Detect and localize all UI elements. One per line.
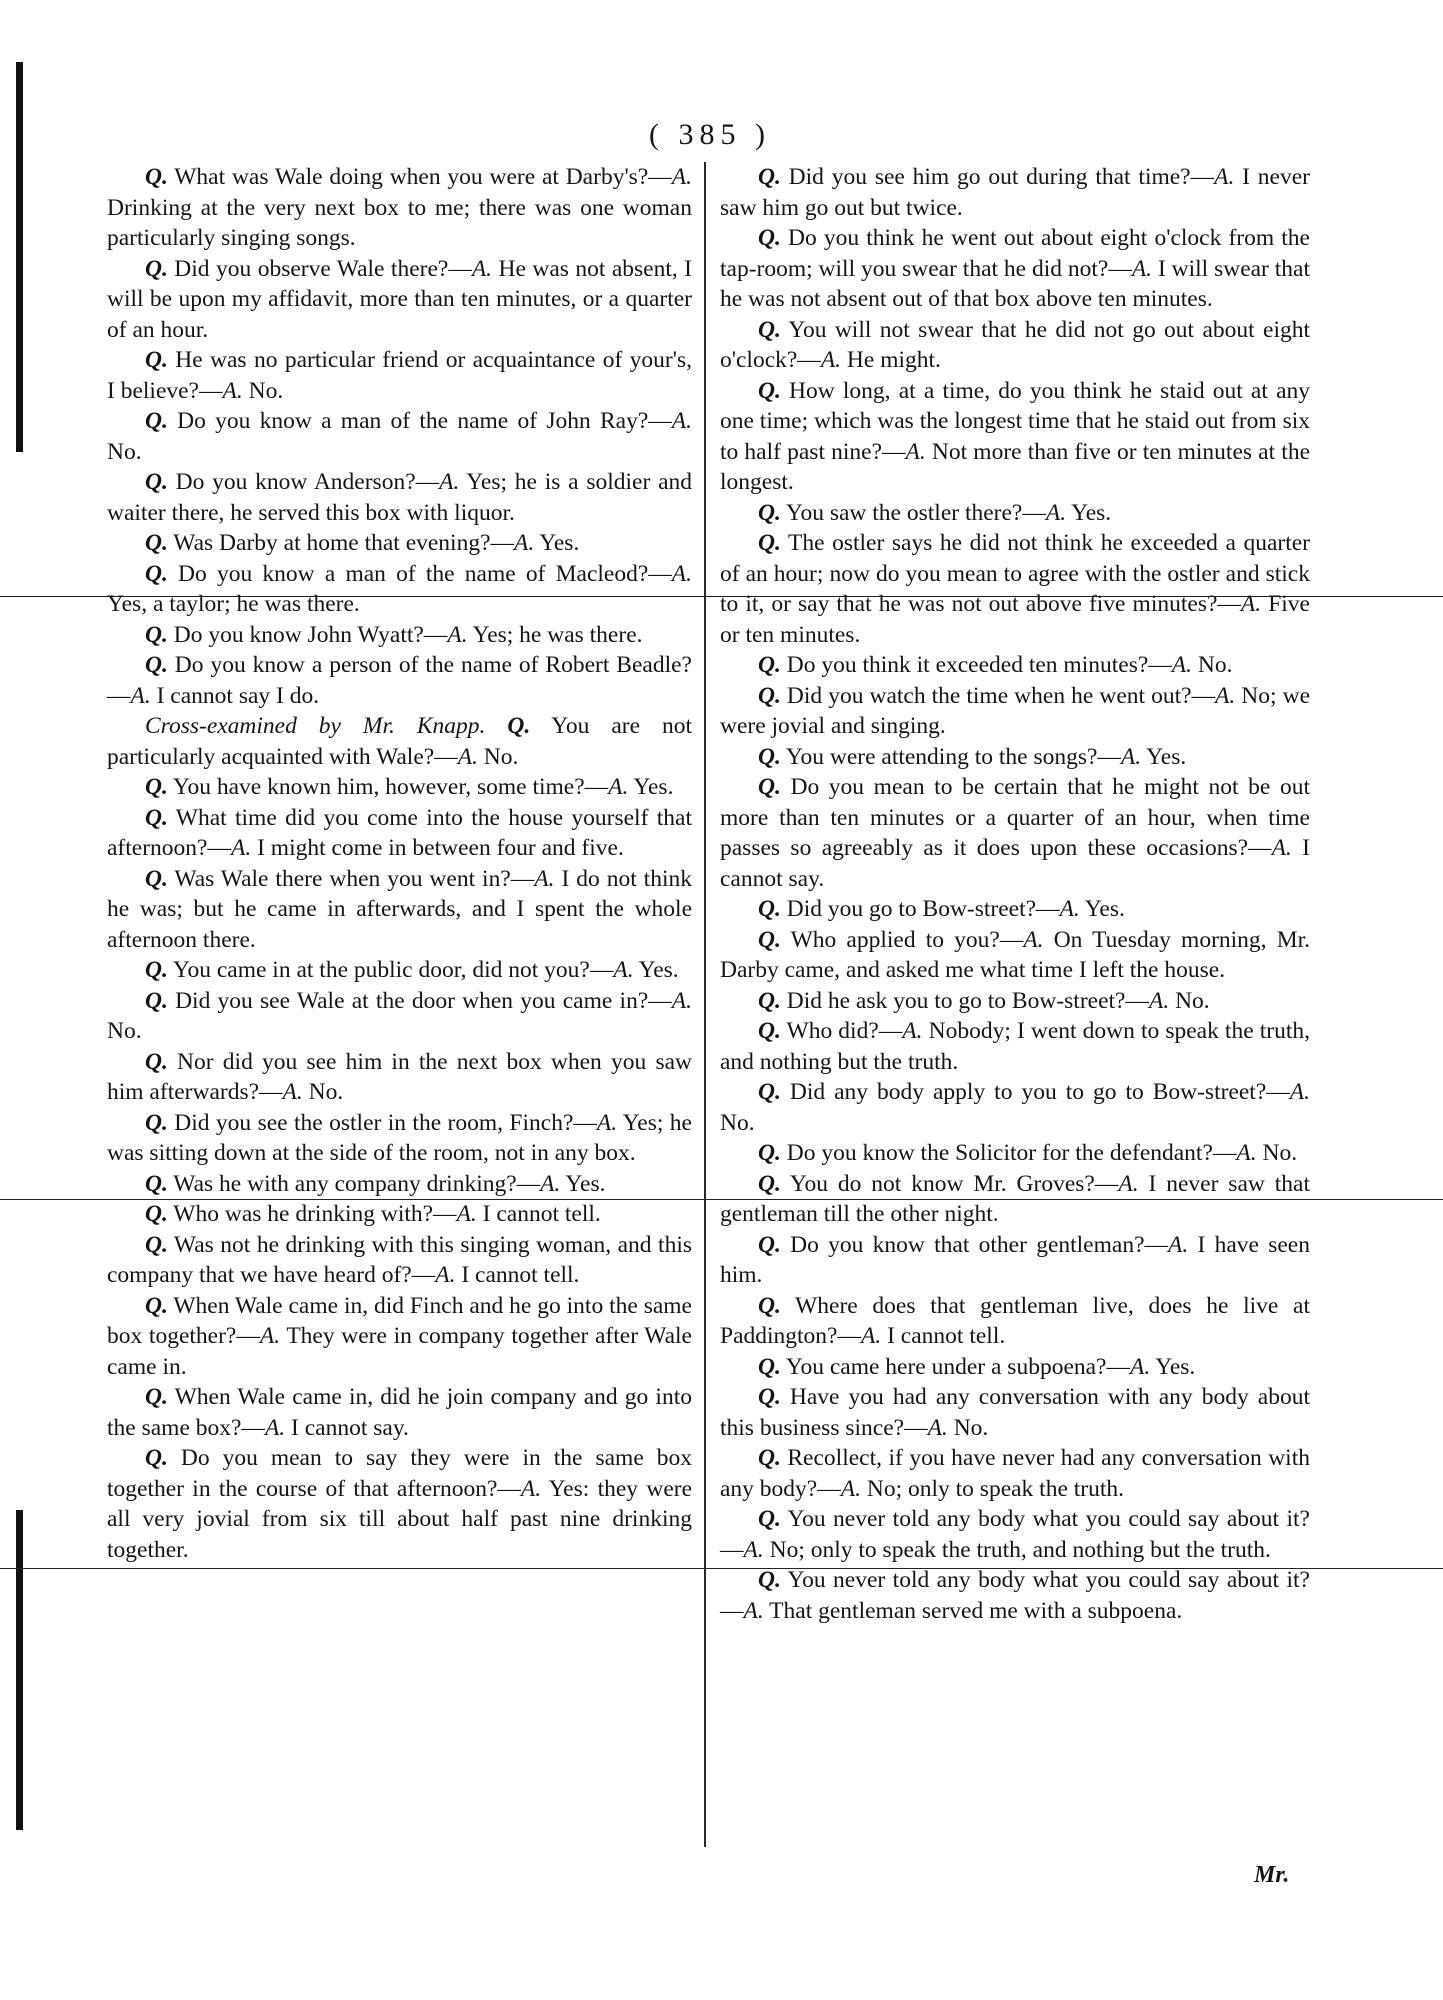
qa-paragraph: Q. Do you mean to be certain that he might not be out more than ten minutes or a quarter of an hour, when time passes so agreeably as it does upon these occasions?—A. I cannot say. xyxy=(720,774,1310,892)
qa-paragraph: Q. Do you know Anderson?—A. Yes; he is a soldier and waiter there, he served this box with liquor. xyxy=(107,469,693,526)
qa-paragraph: Q. How long, at a time, do you think he staid out at any one time; which was the longest time that he staid out from six to half past nine?—A. Not more than five or ten minutes at the longest. xyxy=(720,377,1311,495)
qa-paragraph: Q. Did you watch the time when he went out?—A. No; we were jovial and singing. xyxy=(720,682,1310,739)
qa-paragraph: Q. Was not he drinking with this singing woman, and this company that we have heard of?—A. I cannot tell. xyxy=(107,1231,692,1288)
left-column xyxy=(107,162,692,1565)
qa-paragraph: Q. Did you see Wale at the door when you came in?—A. No. xyxy=(107,987,692,1044)
qa-paragraph: Q. Did you see the ostler in the room, Finch?—A. Yes; he was sitting down at the side of the room, not in any box. xyxy=(107,1109,692,1166)
qa-paragraph: Q. Do you know John Wyatt?—A. Yes; he was there. xyxy=(145,621,643,648)
qa-paragraph: Q. What time did you come into the house yourself that afternoon?—A. I might come in between four and five. xyxy=(107,804,692,861)
qa-paragraph: Q. Do you know the Solicitor for the defendant?—A. No. xyxy=(758,1140,1298,1166)
qa-paragraph: Q. You do not know Mr. Groves?—A. I never saw that gentleman till the other night. xyxy=(720,1170,1310,1227)
qa-paragraph: Q. You came in at the public door, did not you?—A. Yes. xyxy=(145,957,679,983)
qa-paragraph: Q. Do you know a man of the name of John Ray?—A. No. xyxy=(107,408,692,465)
right-column xyxy=(720,162,1310,1626)
qa-paragraph: Q. Do you know that other gentleman?—A. I have seen him. xyxy=(720,1231,1310,1288)
qa-paragraph: Q. You were attending to the songs?—A. Yes. xyxy=(758,743,1187,770)
qa-paragraph: Q. Recollect, if you have never had any conversation with any body?—A. No; only to speak the truth. xyxy=(720,1445,1310,1502)
qa-paragraph: Q. You came here under a subpoena?—A. Yes. xyxy=(758,1353,1196,1380)
qa-paragraph: Q. You have known him, however, some time?—A. Yes. xyxy=(145,774,674,800)
qa-paragraph: Q. Do you think he went out about eight o'clock from the tap-room; will you swear that he did not?—A. I will swear that he was not absent out of that box above ten minutes. xyxy=(720,225,1310,312)
margin-bar-top xyxy=(16,62,23,452)
qa-paragraph: Q. Have you had any conversation with any body about this business since?—A. No. xyxy=(720,1384,1310,1441)
qa-paragraph: Q. Do you know a man of the name of Macleod?—A. Yes, a taylor; he was there. xyxy=(107,560,692,617)
qa-paragraph: Q. You never told any body what you could say about it?—A. No; only to speak the truth, and nothing but the truth. xyxy=(720,1506,1310,1563)
qa-paragraph: Q. Was Wale there when you went in?—A. I do not think he was; but he came in afterwards, and I spent the whole afternoon there. xyxy=(107,865,692,953)
column-divider xyxy=(704,162,706,1847)
qa-paragraph: Q. Did you go to Bow-street?—A. Yes. xyxy=(758,896,1125,922)
qa-paragraph: Q. The ostler says he did not think he exceeded a quarter of an hour; now do you mean to agree with the ostler and stick to it, or say that he was not out above five minutes?—A. Five or ten minutes. xyxy=(720,530,1310,648)
cross-examination-label: Cross-examined by Mr. Knapp. xyxy=(145,713,486,739)
cross-examination-heading: Cross-examined by Mr. Knapp. Q. You are not particularly acquainted with Wale?—A. No. xyxy=(107,713,693,770)
qa-paragraph: Q. You will not swear that he did not go out about eight o'clock?—A. He might. xyxy=(720,316,1310,373)
qa-paragraph: Q. When Wale came in, did Finch and he go into the same box together?—A. They were in company together after Wale came in. xyxy=(107,1292,692,1380)
qa-paragraph: Q. When Wale came in, did he join company and go into the same box?—A. I cannot say. xyxy=(107,1384,692,1441)
qa-paragraph: Q. You saw the ostler there?—A. Yes. xyxy=(758,499,1112,526)
qa-paragraph: Q. Did you observe Wale there?—A. He was not absent, I will be upon my affidavit, more than ten minutes, or a quarter of an hour. xyxy=(107,255,692,343)
qa-paragraph: Q. Was Darby at home that evening?—A. Yes. xyxy=(145,530,580,556)
qa-paragraph: Q. Do you think it exceeded ten minutes?—A. No. xyxy=(758,652,1233,678)
catchword: Mr. xyxy=(1254,1862,1290,1888)
qa-paragraph: Q. Who was he drinking with?—A. I cannot tell. xyxy=(145,1201,601,1227)
qa-paragraph: Q. Did he ask you to go to Bow-street?—A. No. xyxy=(758,987,1210,1014)
qa-paragraph: Q. What was Wale doing when you were at Darby's?—A. Drinking at the very next box to me; there was one woman particularly singing songs. xyxy=(107,164,692,251)
page-number: ( 385 ) xyxy=(649,118,771,151)
qa-paragraph: Q. He was no particular friend or acquaintance of your's, I believe?—A. No. xyxy=(107,347,692,404)
qa-paragraph: Q. Did any body apply to you to go to Bow-street?—A. No. xyxy=(720,1079,1310,1136)
qa-paragraph: Q. Did you see him go out during that time?—A. I never saw him go out but twice. xyxy=(720,164,1310,221)
qa-paragraph: Q. Was he with any company drinking?—A. Yes. xyxy=(145,1170,606,1197)
qa-paragraph: Q. Who applied to you?—A. On Tuesday morning, Mr. Darby came, and asked me what time I left the house. xyxy=(720,926,1310,983)
qa-paragraph: Q. Where does that gentleman live, does he live at Paddington?—A. I cannot tell. xyxy=(720,1292,1310,1349)
qa-paragraph: Q. Nor did you see him in the next box when you saw him afterwards?—A. No. xyxy=(107,1048,692,1105)
qa-paragraph: Q. You never told any body what you could say about it?—A. That gentleman served me with a subpoena. xyxy=(720,1567,1310,1624)
qa-paragraph: Q. Do you mean to say they were in the same box together in the course of that afternoon?—A. Yes: they were all very jovial from six till about half past nine drinking together. xyxy=(107,1445,693,1563)
qa-paragraph: Q. Do you know a person of the name of Robert Beadle?—A. I cannot say I do. xyxy=(107,652,692,709)
margin-bar-bottom xyxy=(16,1510,23,1830)
qa-paragraph: Q. Who did?—A. Nobody; I went down to speak the truth, and nothing but the truth. xyxy=(720,1018,1310,1075)
